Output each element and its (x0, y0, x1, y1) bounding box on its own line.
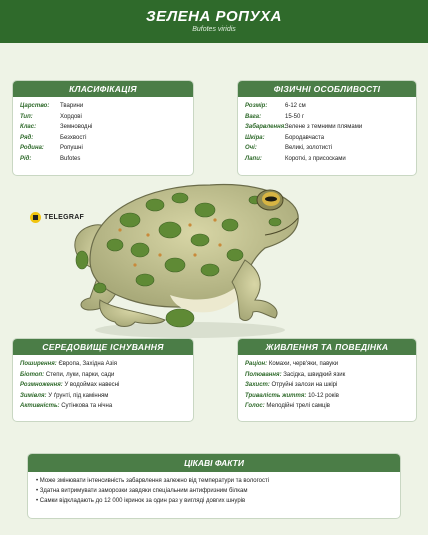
row-key: Тривалість життя: (245, 392, 307, 399)
physical-row (245, 122, 409, 133)
physical-row (245, 143, 409, 154)
fact-item: • Здатна витримувати заморозки завдяки спеціальним антифризним білкам (36, 486, 392, 496)
fact-item: • Може змінювати інтенсивність забарвлення залежно від температури та вологості (36, 476, 392, 486)
row-key: Клас: (20, 124, 37, 130)
habitat-row (20, 380, 186, 391)
row-key: Рід: (20, 155, 32, 162)
row-key: Шкіра: (245, 134, 265, 141)
row-value: Зелене з темними плямами (285, 124, 363, 130)
row-key: Вага: (245, 113, 262, 120)
row-value: Великі, золотисті (285, 145, 333, 151)
page-header (0, 0, 428, 43)
row-key: Родина: (20, 145, 44, 151)
row-key: Тип: (20, 113, 33, 120)
behavior-title: ЖИВЛЕННЯ ТА ПОВЕДІНКА (238, 339, 416, 355)
row-value: Bufotes (60, 155, 81, 162)
row-key: Активність: (20, 403, 60, 409)
behavior-row (245, 391, 409, 402)
habitat-row (20, 401, 186, 412)
habitat-row (20, 359, 186, 370)
habitat-title: СЕРЕДОВИЩЕ ІСНУВАННЯ (13, 339, 193, 355)
physical-title: ФІЗИЧНІ ОСОБЛИВОСТІ (238, 81, 416, 97)
row-value: Мелодійні трелі самців (266, 403, 330, 409)
habitat-row (20, 391, 186, 402)
row-value: 15-50 г (285, 113, 305, 120)
row-key: Біотоп: (20, 371, 45, 378)
telegraf-logo-icon (30, 212, 41, 223)
behavior-card (237, 338, 417, 422)
row-key: Очі: (245, 145, 257, 151)
row-value: Європа, Західна Азія (58, 361, 117, 367)
classification-row (20, 143, 186, 154)
classification-row (20, 133, 186, 144)
row-key: Захист: (245, 382, 270, 388)
row-key: Розмноження: (20, 382, 63, 388)
row-value: Ропушні (60, 145, 83, 151)
row-value: Отруйні залози на шкірі (271, 382, 338, 388)
row-key: Поширення: (20, 361, 57, 367)
page-subtitle: Bufotes viridis (192, 26, 236, 33)
page-title: ЗЕЛЕНА РОПУХА (146, 8, 282, 25)
behavior-row (245, 380, 409, 391)
behavior-row (245, 370, 409, 381)
row-value: У ґрунті, під камінням (48, 392, 109, 399)
row-value: Безхвості (60, 134, 87, 141)
row-value: Короткі, з присосками (285, 155, 346, 162)
row-value: Бородавчаста (285, 134, 325, 141)
row-value: Тварини (60, 103, 84, 109)
row-key: Зимівля: (20, 392, 47, 399)
facts-title: ЦІКАВІ ФАКТИ (28, 454, 400, 472)
facts-card (27, 453, 401, 519)
row-key: Лапи: (245, 155, 262, 162)
behavior-row (245, 401, 409, 412)
fact-item: • Самки відкладають до 12 000 ікринок за один раз у вигляді довгих шнурів (36, 496, 392, 506)
row-key: Раціон: (245, 361, 268, 367)
row-value: Земноводні (60, 124, 93, 130)
green-toad-illustration (60, 160, 310, 350)
classification-row (20, 101, 186, 112)
physical-row (245, 101, 409, 112)
row-value: Хордові (60, 113, 82, 120)
row-value: Засідка, швидкий язик (283, 371, 346, 378)
row-value: 6-12 см (285, 103, 306, 109)
physical-row (245, 133, 409, 144)
classification-title: КЛАСИФІКАЦІЯ (13, 81, 193, 97)
row-key: Голос: (245, 403, 265, 409)
row-value: 10-12 років (308, 392, 339, 399)
row-key: Царство: (20, 103, 50, 109)
habitat-card (12, 338, 194, 422)
facts-list (28, 472, 400, 510)
row-key: Забарвлення: (245, 124, 287, 130)
behavior-row (245, 359, 409, 370)
habitat-row (20, 370, 186, 381)
row-value: Комахи, черв'яки, павуки (268, 361, 339, 367)
telegraf-logo-text: TELEGRAF (44, 213, 85, 221)
physical-row (245, 112, 409, 123)
classification-row (20, 112, 186, 123)
row-key: Ряд: (20, 134, 34, 141)
row-value: У водоймах навесні (64, 382, 120, 388)
row-key: Розмір: (245, 103, 268, 109)
row-value: Сутінкова та нічна (61, 403, 113, 409)
row-key: Полювання: (245, 371, 282, 378)
classification-row (20, 122, 186, 133)
row-value: Степи, луки, парки, сади (45, 371, 115, 378)
